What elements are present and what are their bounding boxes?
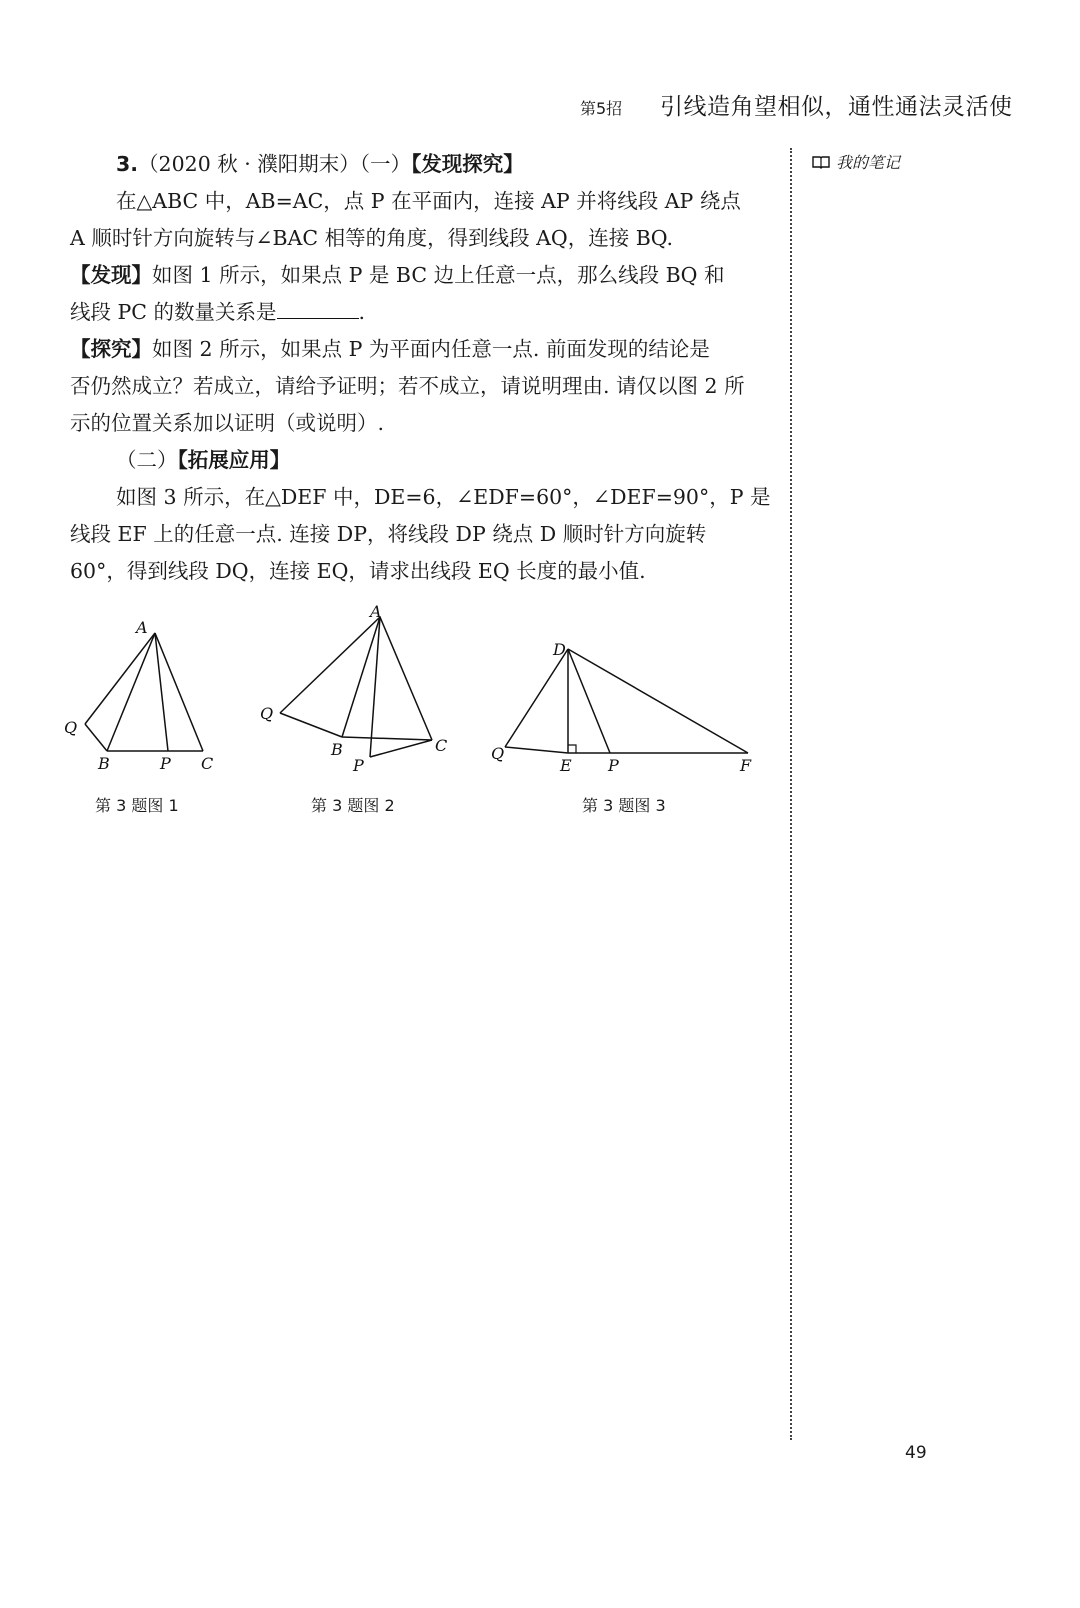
page-header — [580, 88, 1013, 128]
discover-text-2: 线段 PC 的数量关系是 — [70, 300, 277, 324]
explore-line-2: 否仍然成立？若成立，请给予证明；若不成立，请说明理由. 请仅以图 2 所 — [70, 374, 745, 398]
apply-line-2: 线段 EF 上的任意一点. 连接 DP，将线段 DP 绕点 D 顺时针方向旋转 — [70, 522, 707, 546]
problem-number: 3. — [116, 152, 139, 176]
intro-line-1: 在△ABC 中，AB=AC，点 P 在平面内，连接 AP 并将线段 AP 绕点 — [116, 189, 741, 213]
discover-end: . — [358, 300, 366, 324]
problem-heading — [70, 146, 775, 183]
fig1-label-p: P — [160, 754, 171, 773]
explore-label: 【探究】 — [70, 337, 152, 361]
section2-title: 【拓展应用】 — [177, 448, 291, 472]
fig2-label-b: B — [331, 740, 343, 759]
fig1-label-a: A — [136, 618, 148, 637]
fig1-label-q: Q — [64, 718, 78, 737]
intro-line-2: A 顺时针方向旋转与∠BAC 相等的角度，得到线段 AQ，连接 BQ. — [70, 226, 674, 250]
fig3-label-e: E — [560, 756, 572, 775]
figure-1 — [85, 633, 203, 751]
geometry-figures — [55, 605, 775, 790]
explore-line-3: 示的位置关系加以证明（或说明）. — [70, 411, 385, 435]
notes-label-text: 我的笔记 — [836, 153, 901, 172]
fig2-caption: 第 3 题图 2 — [311, 796, 395, 815]
fig2-label-q: Q — [260, 704, 274, 723]
fig3-label-d: D — [553, 640, 566, 659]
figures-row — [55, 605, 775, 835]
page-number: 49 — [905, 1443, 927, 1463]
fig2-label-p: P — [353, 756, 364, 775]
chapter-title: 引线造角望相似，通性通法灵活使 — [660, 94, 1013, 120]
section1-title: 【发现探究】 — [411, 152, 524, 176]
fig2-label-c: C — [435, 736, 448, 755]
fig1-caption: 第 3 题图 1 — [95, 796, 179, 815]
fig3-label-f: F — [740, 756, 752, 775]
discover-label: 【发现】 — [70, 263, 152, 287]
figure-3 — [505, 649, 748, 753]
chapter-number: 第5招 — [580, 99, 623, 118]
fig1-label-c: C — [201, 754, 214, 773]
answer-blank[interactable] — [277, 298, 359, 319]
fig1-label-b: B — [98, 754, 110, 773]
fig3-label-q: Q — [491, 744, 505, 763]
discover-text-1: 如图 1 所示，如果点 P 是 BC 边上任意一点，那么线段 BQ 和 — [152, 263, 725, 287]
book-icon — [812, 155, 830, 169]
notes-divider — [790, 148, 792, 1440]
fig2-label-a: A — [370, 605, 382, 621]
figure-2 — [280, 617, 432, 757]
fig3-label-p: P — [608, 756, 619, 775]
discover-line-1 — [70, 257, 775, 294]
section2-prefix: （二） — [116, 448, 178, 472]
section2-heading — [70, 442, 775, 479]
problem-source: （2020 秋 · 濮阳期末）（一） — [138, 152, 412, 176]
explore-text-1: 如图 2 所示，如果点 P 为平面内任意一点. 前面发现的结论是 — [152, 337, 710, 361]
notes-label — [812, 150, 900, 173]
fig3-caption: 第 3 题图 3 — [582, 796, 666, 815]
discover-line-2 — [70, 294, 775, 331]
problem-3 — [70, 146, 775, 590]
explore-line-1 — [70, 331, 775, 368]
apply-line-3: 60°，得到线段 DQ，连接 EQ，请求出线段 EQ 长度的最小值. — [70, 559, 646, 583]
apply-line-1: 如图 3 所示，在△DEF 中，DE=6，∠EDF=60°，∠DEF=90°，P 是 — [116, 485, 771, 509]
